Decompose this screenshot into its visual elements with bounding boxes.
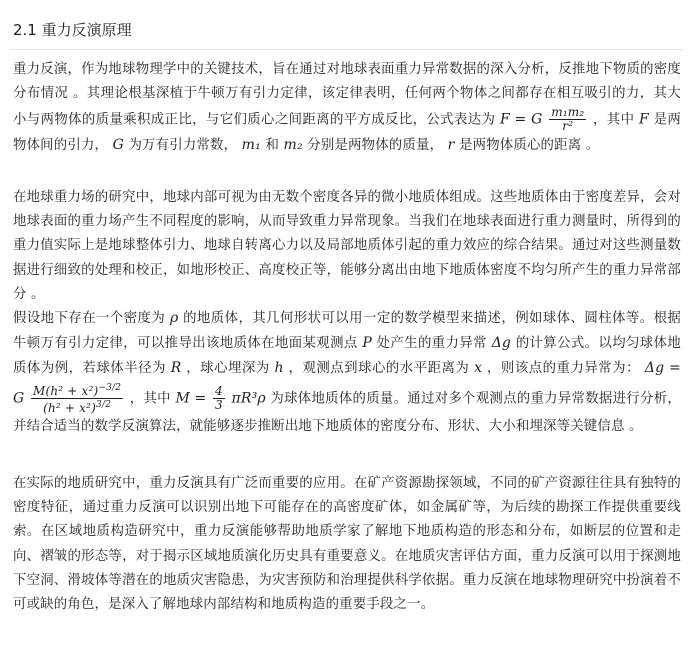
symbol-h: h (274, 360, 284, 377)
numerator-expression: M(h² + x²) (32, 383, 99, 398)
p3-text-7: ，则该点的重力异常为： (487, 361, 640, 377)
p1-text-1: 重力反演，作为地球物理学中的关键技术，旨在通过对地球表面重力异常数据的深入分析，反推地下物质的密度分布情况 。其理论根基深植于牛顿万有引力定律，该定律表明，任何两个物体之间都存在相互吸引的力，其大小与两物体的质量乘积成正比，与它们质心之间距离的平方成反比，公式表达为 (13, 62, 681, 128)
fraction-four-thirds (213, 385, 225, 412)
paragraph-anomaly-formula (13, 306, 681, 439)
paragraph-applications: 在实际的地质研究中，重力反演具有广泛而重要的应用。在矿产资源勘探领域，不同的矿产资源往往具有独特的密度特征，通过重力反演可以识别出地下可能存在的高密度矿体，如金属矿等，为后续的勘探工作提供重要线索。在区域地质构造研究中，重力反演能够帮助地质学家了解地下地质构造的形态和分布，如断层的位置和走向、褶皱的形态等，对于揭示区域地质演化历史具有重要意义。在地质灾害评估方面，重力反演可以用于探测地下空洞、滑坡体等潜在的地质灾害隐患，为灾害预防和治理提供科学依据。重力反演在地球物理研究中扮演着不可或缺的角色，是深入了解地球内部结构和地质构造的重要手段之一。 (13, 476, 681, 613)
fraction-three: 3 (215, 397, 223, 412)
p1-text-7: 是两物体质心的距离 。 (459, 138, 600, 154)
symbol-G: G (112, 137, 124, 154)
fraction-anomaly-numerator (31, 382, 123, 399)
fraction-anomaly-denominator (31, 399, 123, 415)
symbol-x: x (474, 360, 483, 377)
formula-eq-3: = (194, 390, 207, 407)
symbol-P: P (362, 335, 372, 352)
fraction-m1m2-over-r2 (549, 106, 586, 133)
formula-F: F (499, 111, 510, 128)
paragraph-gravitation-law (13, 58, 681, 159)
formula-dg: Δg (644, 360, 665, 377)
symbol-delta-g: Δg (491, 335, 512, 352)
p1-text-2: ，其中 (593, 112, 635, 128)
p3-text-1: 假设地下存在一个密度为 (13, 311, 166, 326)
fraction-four: 4 (215, 383, 223, 398)
symbol-F: F (639, 111, 649, 128)
p1-text-3: 是两物体间的引力， (13, 112, 681, 154)
formula-pi-r3-rho: πR³ρ (231, 390, 266, 407)
symbol-rho: ρ (169, 310, 179, 326)
p3-text-3: 处产生的重力异常 (376, 336, 487, 352)
p3-text-5: ，球心埋深为 (186, 361, 270, 377)
formula-G-2: G (13, 390, 25, 407)
p3-text-6: ，观测点到球心的水平距离为 (288, 361, 470, 377)
formula-eq: = (514, 111, 527, 128)
symbol-m1: m₁ (241, 137, 261, 154)
symbol-m2: m₂ (283, 137, 303, 154)
p3-text-9: 为球体地质体的质量。通过对多个观测点的重力异常数据进行分析，并结合适当的数学反演算法，就能够逐步推断出地下地质体的密度分布、形状、大小和埋深等关键信息 。 (13, 391, 681, 434)
numerator-exponent: −3/2 (98, 382, 122, 393)
fraction-numerator: m₁m₂ (551, 105, 585, 120)
p3-text-8: ，其中 (129, 391, 171, 407)
symbol-R: R (170, 360, 182, 377)
denominator-exponent: 3/2 (96, 399, 112, 410)
section-title: 2.1 重力反演原理 (13, 21, 132, 39)
formula-G: G (531, 111, 543, 128)
paragraph-gravity-field: 在地球重力场的研究中，地球内部可视为由无数个密度各异的微小地质体组成。这些地质体由于密度差异，会对地球表面的重力场产生不同程度的影响，从而导致重力异常现象。当我们在地球表面进行重力测量时，所得到的重力值实际上是地球整体引力、地球自转离心力以及局部地质体引起的重力效应的综合结果。通过对这些测量数据进行细致的处理和校正，如地形校正、高度校正等，能够分离出由地下地质体密度不均匀所产生的重力异常部分 。 (13, 190, 681, 302)
formula-M: M (175, 390, 190, 407)
fraction-denominator: r² (562, 119, 574, 134)
formula-eq-2: = (669, 360, 681, 377)
denominator-expression: (h² + x²) (43, 400, 97, 415)
fraction-anomaly (31, 382, 123, 415)
p3-text-4: 的计算公式。以均匀球体地质体为例，若球体半径为 (13, 336, 681, 377)
title-divider (10, 49, 684, 50)
p1-text-6: 分别是两物体的质量， (307, 138, 444, 154)
symbol-r: r (447, 137, 455, 154)
p3-text-2: 的地质体，其几何形状可以用一定的数学模型来描述，例如球体、圆柱体等。根据牛顿万有引力定律，可以推导出该地质体在地面某观测点 (13, 311, 682, 352)
p1-text-4: 为万有引力常数， (128, 138, 238, 154)
p1-text-5: 和 (265, 138, 280, 154)
